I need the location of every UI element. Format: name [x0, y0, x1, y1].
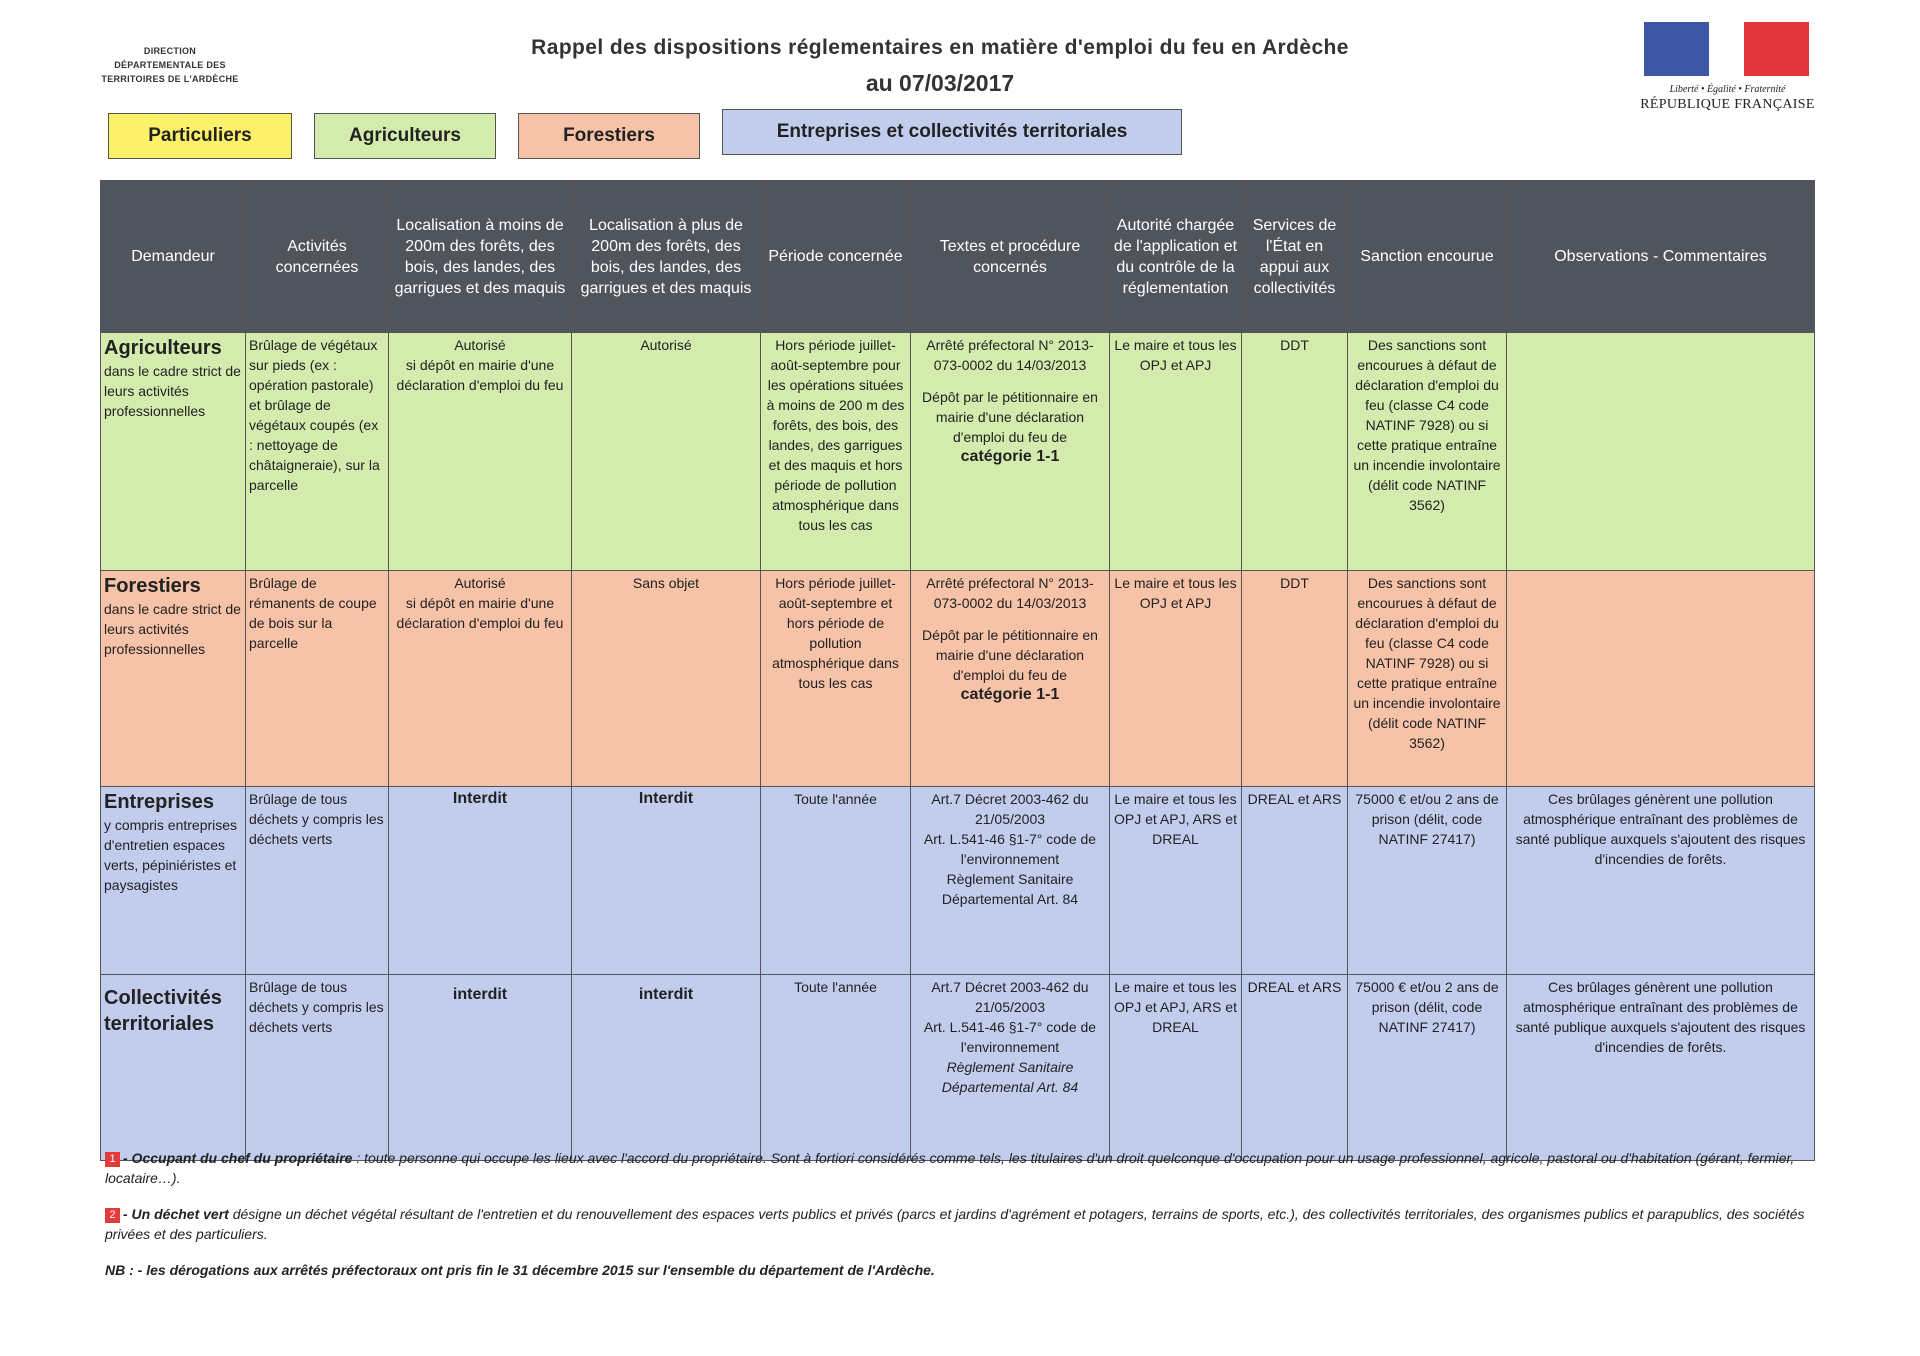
cell-loc-moins: [389, 333, 572, 571]
cell-observations: [1507, 333, 1815, 571]
table-row: [101, 333, 1815, 571]
legend-agriculteurs: Agriculteurs: [314, 113, 496, 159]
cell-loc-moins: [389, 571, 572, 787]
cell-textes: [911, 787, 1110, 975]
footnote-term: - Occupant du chef du propriétaire: [123, 1150, 353, 1166]
row-name: Agriculteurs: [104, 337, 222, 359]
footnotes: [105, 1148, 1805, 1296]
cell-periode: Toute l'année: [761, 787, 911, 975]
footnote-number: 2: [105, 1208, 120, 1223]
cell-text: Règlement Sanitaire Départemental Art. 84: [941, 871, 1079, 907]
cell-services: DDT: [1242, 571, 1348, 787]
cell-services: DREAL et ARS: [1242, 787, 1348, 975]
cell-text: Dépôt par le pétitionnaire en mairie d'une déclaration d'emploi du feu de: [922, 389, 1098, 445]
col-observations: Observations - Commentaires: [1507, 181, 1815, 333]
cell-text: catégorie 1-1: [960, 448, 1060, 465]
row-name: Entreprises: [104, 791, 215, 813]
footnote-1: [105, 1148, 1805, 1188]
legend-particuliers: Particuliers: [108, 113, 292, 159]
row-subtitle: y compris entreprises d'entretien espaces verts, pépiniéristes et paysagistes: [104, 817, 238, 893]
cell-demandeur: [101, 975, 246, 1161]
cell-text: Art.7 Décret 2003-462 du 21/05/2003: [931, 791, 1089, 827]
cell-autorite: Le maire et tous les OPJ et APJ, ARS et DREAL: [1110, 975, 1242, 1161]
cell-text: Autorisé: [454, 575, 506, 591]
republic-name: RÉPUBLIQUE FRANÇAISE: [1640, 97, 1815, 112]
row-subtitle: dans le cadre strict de leurs activités professionnelles: [104, 363, 241, 419]
cell-text: Art. L.541-46 §1-7° code de l'environnement: [923, 831, 1097, 867]
regulation-table: [100, 180, 1815, 1161]
title-line-1: Rappel des dispositions réglementaires en matière d'emploi du feu en Ardèche: [531, 36, 1349, 59]
marianne-flag-icon: [1644, 22, 1809, 76]
row-name: Collectivités territoriales: [104, 987, 222, 1035]
republic-motto: Liberté • Égalité • Fraternité: [1669, 84, 1786, 95]
cell-text: Art.7 Décret 2003-462 du 21/05/2003: [931, 979, 1089, 1015]
cell-demandeur: [101, 571, 246, 787]
cell-sanction: Des sanctions sont encourues à défaut de déclaration d'emploi du feu (classe C4 code NATINF 7928) ou si cette pratique entraîne un incendie involontaire (délit code NATINF 3562): [1348, 571, 1507, 787]
row-name: Forestiers: [104, 575, 201, 597]
cell-text: catégorie 1-1: [960, 686, 1060, 703]
legend: [108, 113, 1182, 159]
cell-sanction: 75000 € et/ou 2 ans de prison (délit, code NATINF 27417): [1348, 975, 1507, 1161]
cell-demandeur: [101, 333, 246, 571]
cell-text: Art. L.541-46 §1-7° code de l'environnement: [923, 1019, 1097, 1055]
header-row: [101, 181, 1815, 333]
table-row: [101, 571, 1815, 787]
cell-text: si dépôt en mairie d'une déclaration d'emploi du feu: [396, 357, 564, 393]
col-loc-moins-200m: Localisation à moins de 200m des forêts, des bois, des landes, des garrigues et des maquis: [389, 181, 572, 333]
cell-loc-plus: Interdit: [572, 787, 761, 975]
cell-activites: Brûlage de végétaux sur pieds (ex : opération pastorale) et brûlage de végétaux coupés (ex : nettoyage de châtaigneraie), sur la parcelle: [246, 333, 389, 571]
cell-loc-moins: interdit: [389, 975, 572, 1161]
col-textes: Textes et procédure concernés: [911, 181, 1110, 333]
cell-observations: Ces brûlages génèrent une pollution atmosphérique entraînant des problèmes de santé publique auxquels s'ajoutent des risques d'incendies de forêts.: [1507, 787, 1815, 975]
footnote-text: : toute personne qui occupe les lieux avec l'accord du propriétaire. Sont à fortiori considérés comme tels, les titulaires d'un droit quelconque d'occupation pour un usage professionnel, agricole, pastoral ou d'habitation (gérant, fermier, locataire…).: [105, 1150, 1795, 1186]
cell-textes: [911, 333, 1110, 571]
issuer-name: DIRECTION DÉPARTEMENTALE DES TERRITOIRES DE L'ARDÈCHE: [101, 46, 239, 84]
cell-text: Arrêté préfectoral N° 2013-073-0002 du 14/03/2013: [926, 575, 1094, 611]
cell-sanction: 75000 € et/ou 2 ans de prison (délit, code NATINF 27417): [1348, 787, 1507, 975]
cell-text: Dépôt par le pétitionnaire en mairie d'une déclaration d'emploi du feu de: [922, 627, 1098, 683]
col-loc-plus-200m: Localisation à plus de 200m des forêts, des bois, des landes, des garrigues et des maquis: [572, 181, 761, 333]
cell-activites: Brûlage de tous déchets y compris les déchets verts: [246, 787, 389, 975]
cell-textes: [911, 571, 1110, 787]
cell-activites: Brûlage de tous déchets y compris les déchets verts: [246, 975, 389, 1161]
cell-text: Arrêté préfectoral N° 2013-073-0002 du 14/03/2013: [926, 337, 1094, 373]
table-row: [101, 975, 1815, 1161]
cell-textes: [911, 975, 1110, 1161]
cell-periode: Hors période juillet-août-septembre pour les opérations situées à moins de 200 m des forêts, des bois, des landes, des garrigues et des maquis et hors période de pollution atmosphérique dans tous les cas: [761, 333, 911, 571]
col-demandeur: Demandeur: [101, 181, 246, 333]
cell-services: DDT: [1242, 333, 1348, 571]
cell-autorite: Le maire et tous les OPJ et APJ: [1110, 571, 1242, 787]
cell-text: Règlement Sanitaire Départemental Art. 84: [941, 1059, 1079, 1095]
cell-observations: Ces brûlages génèrent une pollution atmosphérique entraînant des problèmes de santé publique auxquels s'ajoutent des risques d'incendies de forêts.: [1507, 975, 1815, 1161]
col-activites: Activités concernées: [246, 181, 389, 333]
cell-autorite: Le maire et tous les OPJ et APJ, ARS et DREAL: [1110, 787, 1242, 975]
footnote-number: 1: [105, 1152, 120, 1167]
page-title: [380, 36, 1500, 97]
nb-note: NB : - les dérogations aux arrêtés préfectoraux ont pris fin le 31 décembre 2015 sur l'ensemble du département de l'Ardèche.: [105, 1262, 935, 1278]
col-services: Services de l'État en appui aux collectivités: [1242, 181, 1348, 333]
col-autorite: Autorité chargée de l'application et du contrôle de la réglementation: [1110, 181, 1242, 333]
cell-periode: Hors période juillet-août-septembre et hors période de pollution atmosphérique dans tous les cas: [761, 571, 911, 787]
cell-text: Autorisé: [454, 337, 506, 353]
col-periode: Période concernée: [761, 181, 911, 333]
legend-forestiers: Forestiers: [518, 113, 700, 159]
cell-periode: Toute l'année: [761, 975, 911, 1161]
footnote-text: désigne un déchet végétal résultant de l'entretien et du renouvellement des espaces verts publics et privés (parcs et jardins d'agrément et potagers, terrains de sports, etc.), des collectivités territoriales, des organismes publics et parapublics, des sociétés privées et des particuliers.: [105, 1206, 1805, 1242]
cell-observations: [1507, 571, 1815, 787]
title-line-2: au 07/03/2017: [865, 70, 1015, 96]
legend-entreprises-collectivites: Entreprises et collectivités territoriales: [722, 109, 1182, 155]
footnote-2: [105, 1204, 1805, 1244]
cell-sanction: Des sanctions sont encourues à défaut de déclaration d'emploi du feu (classe C4 code NATINF 7928) ou si cette pratique entraîne un incendie involontaire (délit code NATINF 3562): [1348, 333, 1507, 571]
table-row: [101, 787, 1815, 975]
footnote-term: - Un déchet vert: [123, 1206, 229, 1222]
cell-loc-plus: Sans objet: [572, 571, 761, 787]
cell-loc-moins: Interdit: [389, 787, 572, 975]
cell-activites: Brûlage de rémanents de coupe de bois sur la parcelle: [246, 571, 389, 787]
cell-autorite: Le maire et tous les OPJ et APJ: [1110, 333, 1242, 571]
republique-logo: [1640, 22, 1815, 113]
row-subtitle: dans le cadre strict de leurs activités professionnelles: [104, 601, 241, 657]
cell-services: DREAL et ARS: [1242, 975, 1348, 1161]
cell-loc-plus: interdit: [572, 975, 761, 1161]
col-sanction: Sanction encourue: [1348, 181, 1507, 333]
cell-text: si dépôt en mairie d'une déclaration d'emploi du feu: [396, 595, 564, 631]
cell-loc-plus: Autorisé: [572, 333, 761, 571]
cell-demandeur: [101, 787, 246, 975]
